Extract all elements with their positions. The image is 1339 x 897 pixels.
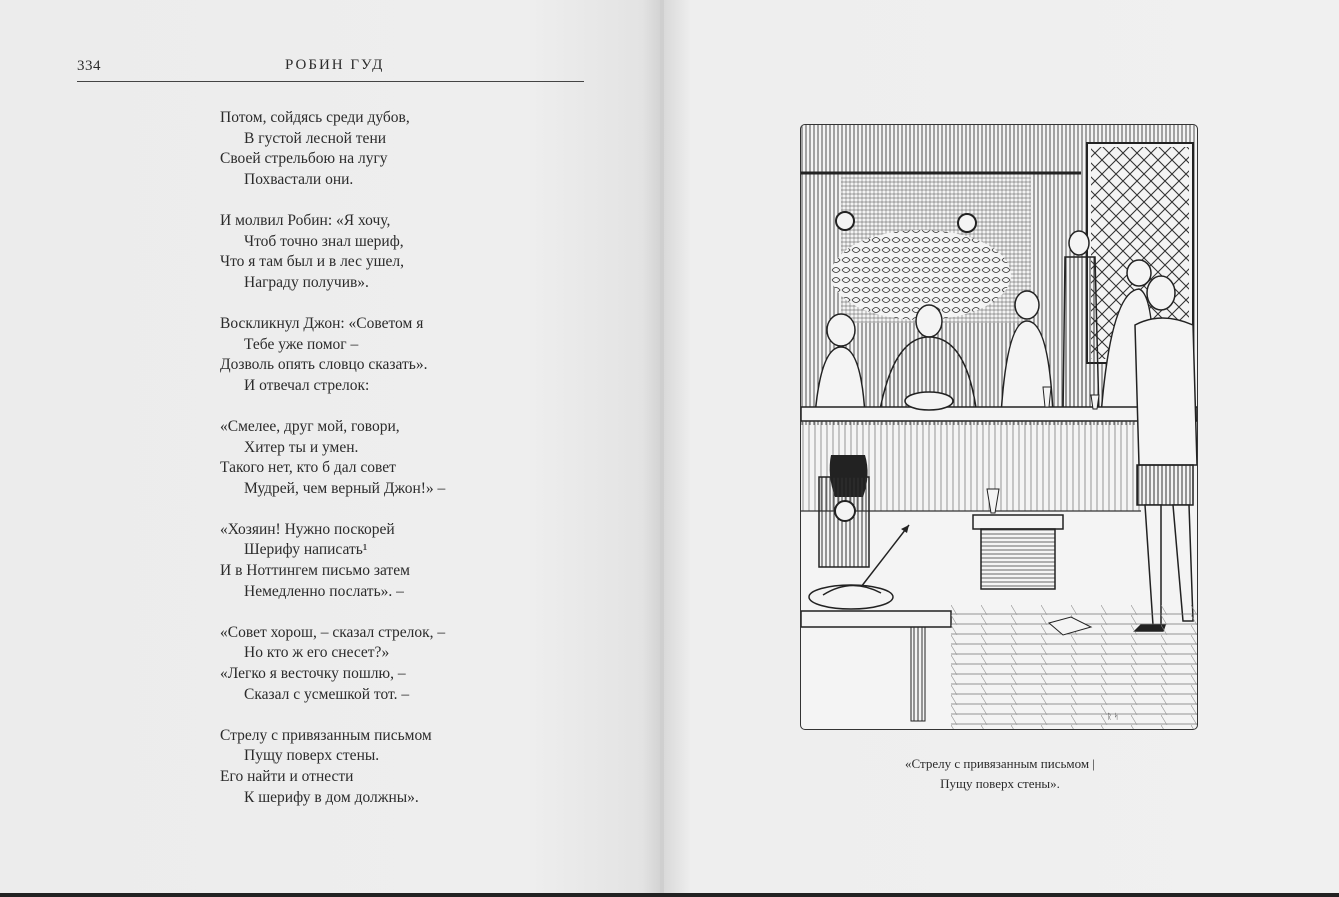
illustration-caption (880, 754, 1120, 794)
svg-text:ᚱ ᛋ: ᚱ ᛋ (1107, 712, 1119, 721)
poem-line: Шерифу написать¹ (244, 541, 368, 559)
poem-line: «Совет хорош, – сказал стрелок, – (220, 623, 446, 641)
stanza (220, 623, 580, 705)
left-page (0, 0, 662, 895)
poem-line: «Хозяин! Нужно поскорей (220, 520, 395, 538)
poem-line: Своей стрельбою на лугу (220, 150, 388, 168)
poem-line: «Легко я весточку пошлю, – (220, 665, 406, 683)
poem-line: И отвечал стрелок: (244, 376, 370, 394)
page-number: 334 (77, 58, 101, 74)
poem-line: Хитер ты и умен. (244, 438, 359, 456)
poem-line: Награду получив». (244, 273, 369, 291)
poem-line: Похвастали они. (244, 170, 354, 188)
poem-line: Что я там был и в лес ушел, (220, 253, 405, 271)
stanza (220, 211, 580, 293)
poem-line: Мудрей, чем верный Джон!» – (244, 479, 446, 497)
poem-line: Сказал с усмешкой тот. – (244, 685, 410, 703)
poem-line: «Смелее, друг мой, говори, (220, 417, 400, 435)
stanza (220, 726, 580, 808)
poem-line: Дозволь опять словцо сказать». (220, 356, 428, 374)
engraving-illustration (800, 124, 1198, 730)
stanza (220, 314, 580, 396)
poem-text (220, 108, 580, 829)
poem-line: И в Ноттингем письмо затем (220, 562, 410, 580)
stanza (220, 417, 580, 499)
poem-line: И молвил Робин: «Я хочу, (220, 211, 391, 229)
poem-line: В густой лесной тени (244, 129, 387, 147)
poem-line: Тебе уже помог – (244, 335, 359, 353)
running-head: РОБИН ГУД (285, 57, 385, 73)
table-edge (0, 893, 1339, 897)
header-rule (77, 81, 584, 82)
poem-line: Но кто ж его снесет?» (244, 644, 390, 662)
stanza (220, 108, 580, 190)
stanza (220, 520, 580, 602)
poem-line: К шерифу в дом должны». (244, 788, 419, 806)
poem-line: Чтоб точно знал шериф, (244, 232, 404, 250)
poem-line: Пущу поверх стены. (244, 747, 380, 765)
poem-line: Такого нет, кто б дал совет (220, 459, 396, 477)
caption-line: «Стрелу с привязанным письмом | (905, 756, 1095, 771)
poem-line: Немедленно послать». – (244, 582, 404, 600)
poem-line: Стрелу с привязанным письмом (220, 726, 432, 744)
poem-line: Воскликнул Джон: «Советом я (220, 314, 424, 332)
poem-line: Потом, сойдясь среди дубов, (220, 109, 410, 126)
poem-line: Его найти и отнести (220, 768, 354, 785)
caption-line: Пущу поверх стены». (940, 776, 1060, 791)
